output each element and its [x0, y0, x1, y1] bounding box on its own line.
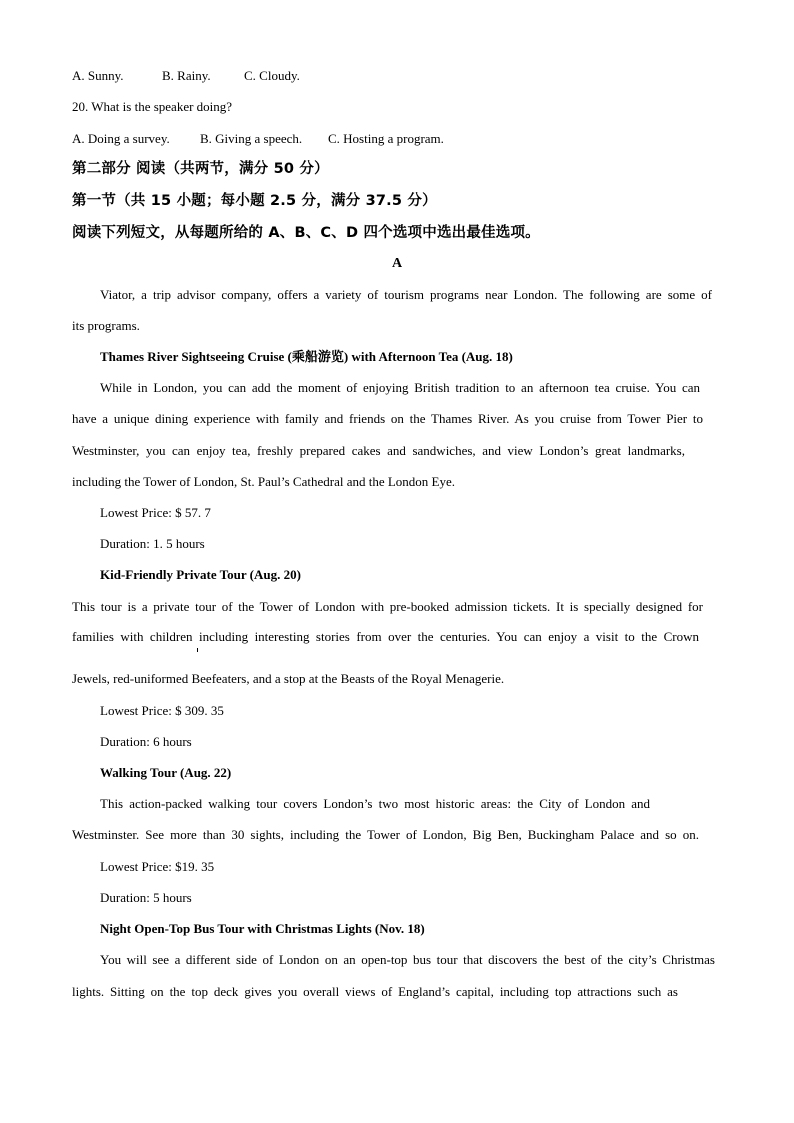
program-2-title: Kid-Friendly Private Tour (Aug. 20) [100, 567, 301, 582]
program-2-line-1: This tour is a private tour of the Tower of London with pre-booked admission tickets. It is specially designed for [72, 599, 703, 614]
program-2-line-3: Jewels, red-uniformed Beefeaters, and a stop at the Beasts of the Royal Menagerie. [72, 671, 505, 686]
program-2-line-2: families with children including interesting stories from over the centuries. You can enjoy a visit to the Crown [72, 629, 699, 644]
intro-line-1: Viator, a trip advisor company, offers a variety of tourism programs near London. The following are some of [100, 287, 712, 302]
program-4-title: Night Open-Top Bus Tour with Christmas Lights (Nov. 18) [100, 921, 425, 936]
passage-label: A [391, 256, 403, 271]
q20-option-a: A. Doing a survey. [72, 131, 170, 146]
q19-option-a: A. Sunny. [72, 68, 124, 83]
program-4-line-1: You will see a different side of London on an open-top bus tour that discovers the best of the city’s Christmas [100, 952, 715, 967]
instruction: 阅读下列短文，从每题所给的 A、B、C、D 四个选项中选出最佳选项。 [72, 225, 540, 241]
intro-line-2: its programs. [72, 318, 140, 333]
stray-mark [197, 648, 198, 652]
program-3-line-1: This action-packed walking tour covers London’s two most historic areas: the City of London and [100, 796, 650, 811]
program-4-line-2: lights. Sitting on the top deck gives you overall views of England’s capital, including top attractions such as [72, 984, 678, 999]
program-3-line-2: Westminster. See more than 30 sights, including the Tower of London, Big Ben, Buckingham Palace and so on. [72, 827, 699, 842]
program-1-title: Thames River Sightseeing Cruise (乘船游览) with Afternoon Tea (Aug. 18) [100, 349, 513, 364]
program-1-line-4: including the Tower of London, St. Paul’s Cathedral and the London Eye. [72, 474, 456, 489]
program-3-title: Walking Tour (Aug. 22) [100, 765, 232, 780]
program-3-duration: Duration: 5 hours [100, 890, 192, 905]
q19-option-c: C. Cloudy. [244, 68, 300, 83]
part-title: 第二部分 阅读（共两节，满分 50 分） [72, 161, 329, 177]
program-1-price: Lowest Price: $ 57. 7 [100, 505, 211, 520]
q19-options [72, 68, 300, 84]
q20-option-c: C. Hosting a program. [328, 131, 444, 146]
program-1-duration: Duration: 1. 5 hours [100, 536, 205, 551]
program-1-line-2: have a unique dining experience with family and friends on the Thames River. As you cruise from Tower Pier to [72, 411, 703, 426]
q20-question: 20. What is the speaker doing? [72, 99, 233, 114]
q20-options [72, 131, 444, 147]
q19-option-b: B. Rainy. [162, 68, 211, 83]
program-1-line-3: Westminster, you can enjoy tea, freshly prepared cakes and sandwiches, and view London’s great landmarks, [72, 443, 685, 458]
q20-option-b: B. Giving a speech. [200, 131, 303, 146]
program-2-price: Lowest Price: $ 309. 35 [100, 703, 224, 718]
program-3-price: Lowest Price: $19. 35 [100, 859, 215, 874]
program-2-duration: Duration: 6 hours [100, 734, 192, 749]
program-1-line-1: While in London, you can add the moment of enjoying British tradition to an afternoon tea cruise. You can [100, 380, 700, 395]
section-subtitle: 第一节（共 15 小题；每小题 2.5 分，满分 37.5 分） [72, 193, 437, 209]
